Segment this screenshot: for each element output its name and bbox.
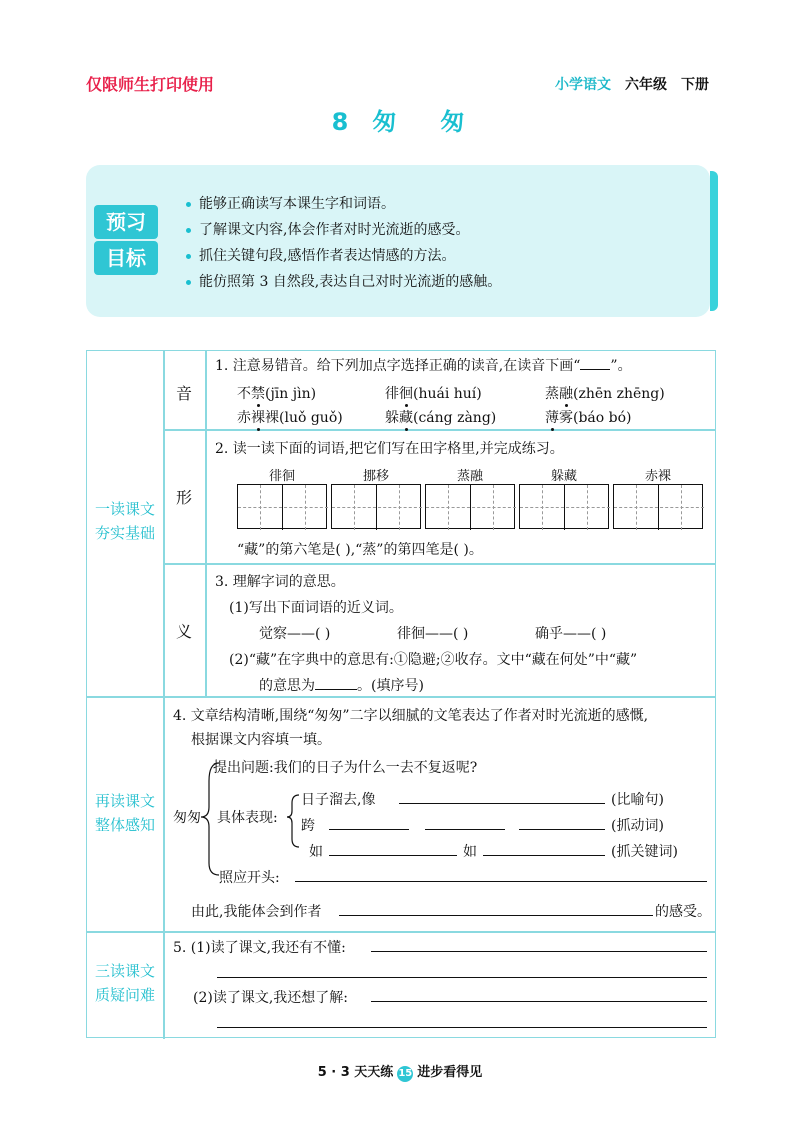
subject-label: 小学语文 xyxy=(555,77,611,93)
q3-stem: 3. 理解字词的意思。 xyxy=(215,574,345,590)
answer-line[interactable] xyxy=(329,855,457,856)
answer-line[interactable] xyxy=(217,977,707,978)
exercise-table xyxy=(86,350,716,1038)
answer-line[interactable] xyxy=(399,803,605,804)
hint-keyword: (抓关键词) xyxy=(611,844,678,860)
bullet-icon xyxy=(186,228,191,233)
q2-stroke-question[interactable]: “藏”的第六笔是( ),“蒸”的第四笔是( )。 xyxy=(237,542,483,558)
section-label-2: 再读课文 整体感知 xyxy=(94,792,155,834)
lesson-title xyxy=(0,102,800,137)
q1-item[interactable]: 徘徊(huái huí) xyxy=(385,386,482,402)
diagram-ask: 提出问题:我们的日子为什么一去不复返呢? xyxy=(213,760,478,776)
diagram-root: 匆匆 xyxy=(173,810,201,826)
q1-item[interactable]: 薄雾(báo bó) xyxy=(545,410,632,426)
footer-slogan: 进步看得见 xyxy=(417,1065,483,1080)
bullet-icon xyxy=(186,254,191,259)
tian-grid[interactable] xyxy=(613,484,703,529)
answer-line[interactable] xyxy=(371,1001,707,1002)
q4-conclusion-end: 的感受。 xyxy=(655,904,711,920)
q1-item[interactable]: 蒸融(zhēn zhēng) xyxy=(545,386,665,402)
tian-grid[interactable] xyxy=(237,484,327,529)
section-label-1: 一读课文 夯实基础 xyxy=(94,500,155,542)
lesson-char-2: 匆 xyxy=(440,108,469,136)
goal-item: 能够正确读写本课生字和词语。 xyxy=(186,191,501,217)
book-info xyxy=(555,74,723,94)
answer-line[interactable] xyxy=(295,881,707,882)
print-notice: 仅限师生打印使用 xyxy=(86,75,215,94)
hint-verb: (抓动词) xyxy=(611,818,664,834)
grid-word-label: 赤裸 xyxy=(644,469,671,484)
row-divider xyxy=(163,429,716,431)
q1-item[interactable]: 躲藏(cáng zàng) xyxy=(385,410,497,426)
goals-badge-line2: 目标 xyxy=(94,241,158,275)
answer-line[interactable] xyxy=(371,951,707,952)
grid-word-label: 挪移 xyxy=(362,469,389,484)
answer-blank[interactable] xyxy=(315,676,357,690)
goal-item: 能仿照第 3 自然段,表达自己对时光流逝的感触。 xyxy=(186,269,501,295)
tian-grid[interactable] xyxy=(331,484,421,529)
preview-goals-box xyxy=(86,165,710,317)
page-number: 15 xyxy=(397,1066,413,1082)
lesson-number: 8 xyxy=(331,108,353,136)
sub-label-sound: 音 xyxy=(175,384,192,403)
goal-item: 抓住关键句段,感悟作者表达情感的方法。 xyxy=(186,243,501,269)
q3-sub2-answer[interactable]: 的意思为 。(填序号) xyxy=(259,678,424,694)
q5-sub1: 5. (1)读了课文,我还有不懂: xyxy=(173,940,346,956)
tian-grid[interactable] xyxy=(425,484,515,529)
q4-conclusion: 由此,我能体会到作者 xyxy=(191,904,322,920)
goals-list xyxy=(186,191,501,295)
hint-metaphor: (比喻句) xyxy=(611,792,664,808)
q3-sub2: (2)“藏”在字典中的意思有:①隐避;②收存。文中“藏在何处”中“藏” xyxy=(229,652,638,668)
goals-badge xyxy=(94,205,166,277)
grade-label: 六年级 xyxy=(625,77,667,93)
grid-word-label: 躲藏 xyxy=(550,469,577,484)
diagram-perf-2: 跨 xyxy=(301,818,315,834)
underline-blank xyxy=(580,356,610,370)
sub-label-form: 形 xyxy=(175,488,192,507)
answer-line[interactable] xyxy=(339,915,653,916)
answer-line[interactable] xyxy=(329,829,409,830)
diagram-perf-label: 具体表现: xyxy=(217,810,278,826)
answer-line[interactable] xyxy=(217,1027,707,1028)
answer-line[interactable] xyxy=(425,829,505,830)
bullet-icon xyxy=(186,280,191,285)
column-divider xyxy=(205,351,207,696)
column-divider xyxy=(163,351,165,1039)
q4-stem: 4. 文章结构清晰,围绕“匆匆”二字以细腻的文笔表达了作者对时光流逝的感慨, xyxy=(173,708,649,724)
q3-synonym-3[interactable]: 确乎——( ) xyxy=(535,626,607,642)
q5-sub2: (2)读了课文,我还想了解: xyxy=(193,990,348,1006)
footer-brand: 5 · 3 天天练 xyxy=(317,1065,394,1080)
section-label-3: 三读课文 质疑问难 xyxy=(94,962,155,1004)
sub-label-meaning: 义 xyxy=(175,622,192,641)
goals-badge-line1: 预习 xyxy=(94,205,158,239)
bullet-icon xyxy=(186,202,191,207)
diagram-perf-1: 日子溜去,像 xyxy=(301,792,376,808)
row-divider xyxy=(87,931,716,933)
answer-line[interactable] xyxy=(483,855,605,856)
goals-edge-decoration xyxy=(710,171,718,311)
q3-sub1: (1)写出下面词语的近义词。 xyxy=(229,600,403,616)
q3-synonym-1[interactable]: 觉察——( ) xyxy=(259,626,331,642)
diagram-echo: 照应开头: xyxy=(219,870,280,886)
q3-synonym-2[interactable]: 徘徊——( ) xyxy=(397,626,469,642)
grid-word-label: 蒸融 xyxy=(456,469,483,484)
volume-label: 下册 xyxy=(681,77,709,93)
diagram-perf-3a: 如 xyxy=(309,844,323,860)
diagram-perf-3b: 如 xyxy=(463,844,477,860)
goal-item: 了解课文内容,体会作者对时光流逝的感受。 xyxy=(186,217,501,243)
row-divider xyxy=(87,696,716,698)
lesson-char-1: 匆 xyxy=(372,108,401,136)
tian-grid[interactable] xyxy=(519,484,609,529)
q1-stem: 1. 注意易错音。给下列加点字选择正确的读音,在读音下画“ ”。 xyxy=(215,358,632,374)
q1-item[interactable]: 不禁(jīn jìn) xyxy=(237,386,317,402)
row-divider xyxy=(163,563,716,565)
grid-word-label: 徘徊 xyxy=(268,469,295,484)
answer-line[interactable] xyxy=(519,829,605,830)
q1-item[interactable]: 赤裸裸(luǒ guǒ) xyxy=(237,410,343,426)
q2-stem: 2. 读一读下面的词语,把它们写在田字格里,并完成练习。 xyxy=(215,441,564,457)
q4-stem-cont: 根据课文内容填一填。 xyxy=(191,732,331,748)
page-footer xyxy=(0,1061,800,1082)
